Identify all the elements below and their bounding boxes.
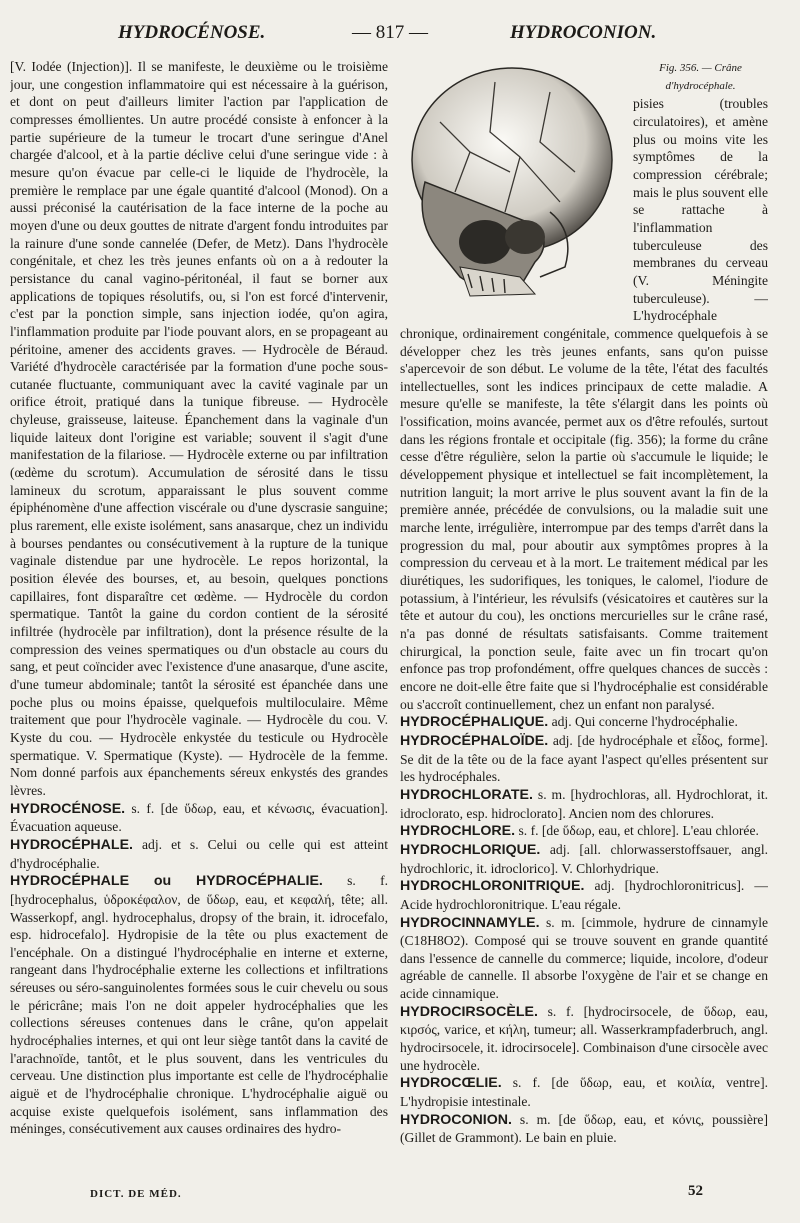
entry-headword: HYDROCÉPHALE ou HYDROCÉPHALIE. xyxy=(10,873,323,890)
page-number: — 817 — xyxy=(352,22,428,43)
dictionary-entry xyxy=(400,1074,768,1110)
entry-headword: HYDROCHLORIQUE. xyxy=(400,841,541,858)
dictionary-entry xyxy=(10,872,388,1138)
dictionary-entry xyxy=(400,1003,768,1075)
header-right-word: HYDROCONION. xyxy=(510,22,657,43)
dictionary-entry xyxy=(400,732,768,786)
dictionary-entry xyxy=(400,713,768,732)
entry-body: s. m. [cimmole, hydrure de cinnamyle (C18H8O2). Composé qui se trouve souvent en grande quantité dans l'essence de cannelle du commerce; liquide, incolore, d'odeur agréable de cannelle. Il absorbe l'oxygène de l'air et se change en acide cinnamique. xyxy=(400,914,768,1002)
entry-body: s. f. [hydrocephalus, ὑδροκέφαλον, de ὕδωρ, eau, et κεφαλή, tête; all. Wasserkopf, angl. hydrocephalus, dropsy of the brain, it. idrocefalo, esp. hidrocefalo]. Hydropisie de la tête ou plus exactement de l'encéphale. On a distingué l'hydrocéphalie en interne et externe, rangeant dans l'hydrocéphalie externe les collections et infiltrations séreuses ou séro-sanguinolentes formées sous le cuir chevelu ou sous le péricrâne; mais l'on ne doit appeler hydrocéphalies que les collections séreuses contenues dans le crâne, qu'on appelait hydrocéphalies internes, et qui ont leur siège tantôt dans la cavité de l'arachnoïde, tantôt, et le plus souvent, dans les ventricules du cerveau. Une distinction plus importante est celle de l'hydrocéphalie aiguë et de l'hydrocéphalie chronique. L'hydrocéphalie aiguë ou acquise existe quelquefois isolément, sans inflammation des méninges, consécutivement aux causes ordinaires des hydro- xyxy=(10,873,388,1137)
skull-figure xyxy=(400,62,625,322)
dictionary-entry xyxy=(400,877,768,913)
entry-body: s. f. [de ὕδωρ, eau, et κοιλία, ventre]. L'hydropisie intestinale. xyxy=(400,1075,768,1110)
entry-headword: HYDROCHLORONITRIQUE. xyxy=(400,878,585,895)
entry-body: adj. [de hydrocéphale et εἶδος, forme]. Se dit de la tête ou de la face ayant l'aspect qu'elles présentent sur les hydrocéphales. xyxy=(400,732,768,785)
entry-headword: HYDROCHLORE. xyxy=(400,823,516,840)
entry-headword: HYDROCÉPHALOÏDE. xyxy=(400,732,549,749)
paragraph-text: pisies (troubles circulatoires), et amène plus ou moins vite les symptômes de la compression cérébrale; mais le plus souvent elle se rattache à l'inflammation tuberculeuse des membranes du cerveau (V. Méningite tuberculeuse). — L'hydrocéphale chronique, ordinairement congénitale, commence quelquefois à se développer chez les très jeunes enfants, sans qu'on puisse s'apercevoir de son début. Le volume de la tête, l'état des facultés intellectuelles, sont les indices principaux de cette maladie. A mesure qu'elle se manifeste, la tête s'élargit dans les points où l'ossification, moins avancée, permet aux os d'être refoulés, surtout dans les régions frontale et occipitale (fig. 356); la forme du crâne cesse d'être régulière, selon la partie où s'accumule le liquide; le développement physique et intellectuel se fait incomplètement, la nutrition languit; la mort arrive le plus souvent avant la fin de la première année, précédée de convulsions, ou la maladie suit une marche lente, irrégulière, interrompue par des temps d'arrêt dans la progression du mal, pour aboutir aux symptômes propres à la compression du cerveau et à la mort. Le traitement médical par les diurétiques, les sudorifiques, les toniques, le calomel, l'iodure de potassium, à l'intérieur, les révulsifs (vésicatoires et cautères sur la tête et autour du cou), les onctions mercurielles sur le crâne rasé, n'a pas donné de résultats satisfaisants. Comme traitement chirurgical, la ponction seule, faite avec un fin trocart qu'on enfonce pas trop profondément, offre quelques chances de succès : encore ne doit-elle être faite que si l'hydrocéphalie est considérable ou s'accroît continuellement, chez un enfant non paralysé. xyxy=(400,96,768,712)
dictionary-entry xyxy=(400,786,768,822)
dictionary-entry xyxy=(10,836,388,872)
entry-headword: HYDROCŒLIE. xyxy=(400,1075,502,1092)
entry-headword: HYDROCIRSOCÈLE. xyxy=(400,1003,538,1020)
figure-caption: Fig. 356. — Crâne d'hydrocéphale. xyxy=(659,62,742,92)
entry-body: s. m. [hydrochloras, all. Hydrochlorat, it. idroclorato, esp. hidroclorato]. Ancien nom des chlorures. xyxy=(400,786,768,821)
entry-headword: HYDROCINNAMYLE. xyxy=(400,914,540,931)
entry-headword: HYDROCÉPHALIQUE. xyxy=(400,714,549,731)
left-column xyxy=(10,58,388,1168)
signature-number: 52 xyxy=(688,1183,703,1199)
entry-body: s. f. [hydrocirsocele, de ὕδωρ, eau, κιρσός, varice, et κήλη, tumeur; all. Wasserkrampfaderbruch, angl. hydrocirsocele, it. idrocirsocele]. Combinaison d'une cirsocèle avec une hydrocèle. xyxy=(400,1003,768,1073)
header-left-word: HYDROCÉNOSE. xyxy=(118,22,266,43)
entry-headword: HYDROCONION. xyxy=(400,1111,512,1128)
dictionary-entry xyxy=(10,800,388,836)
entry-headword: HYDROCHLORATE. xyxy=(400,786,533,803)
entry-body: s. m. [de ὕδωρ, eau, et κόνις, poussière] (Gillet de Grammont). Le bain en pluie. xyxy=(400,1111,768,1146)
entry-body: adj. [all. chlorwasserstoffsauer, angl. hydrochloric, it. idroclorico]. V. Chlorhydrique. xyxy=(400,841,768,876)
running-header xyxy=(0,22,800,52)
dictionary-entry xyxy=(400,914,768,1003)
entry-body: s. f. [de ὕδωρ, eau, et κένωσις, évacuation]. Évacuation aqueuse. xyxy=(10,800,388,835)
entry-headword: HYDROCÉNOSE. xyxy=(10,800,126,817)
skull-illustration-icon xyxy=(400,62,625,300)
dictionary-entry xyxy=(400,822,768,841)
entry-body: adj. Qui concerne l'hydrocéphalie. xyxy=(548,714,738,730)
entry-headword: HYDROCÉPHALE. xyxy=(10,836,133,853)
entry-body: adj. [hydrochloronitricus]. — Acide hydrochloronitrique. L'eau régale. xyxy=(400,878,768,912)
dictionary-entry xyxy=(400,1111,768,1147)
dictionary-entry xyxy=(400,841,768,877)
entry-body: adj. et s. Celui ou celle qui est atteint d'hydrocéphalie. xyxy=(10,836,388,871)
right-column xyxy=(400,58,768,1173)
entry-body: s. f. [de ὕδωρ, eau, et chlore]. L'eau chlorée. xyxy=(515,823,759,839)
paragraph: [V. Iodée (Injection)]. Il se manifeste, le deuxième ou le troisième jour, une congestion inflammatoire qui est nécessaire à la guérison, et dont on peut d'ailleurs limiter l'action par l'application de compresses émollientes. Un autre procédé consiste à enfoncer à la partie supérieure de la tumeur le trocart d'une seringue d'Anel chargée d'alcool, et à la partie déclive celui d'une seringue vide : à mesure qu'on évacue par celle-ci le liquide de l'hydrocèle, la première le remplace par une égale quantité d'alcool (Monod). On a aussi préconisé la cautérisation de la face interne de la poche au moyen d'une ou deux gouttes de nitrate d'argent fondu introduites par la rainure d'une sonde cannelée (Defer, de Metz). Dans l'hydrocèle congénitale, et chez les très jeunes enfants où on a à redouter la persistance du canal vagino-péritonéal, il faut se borner aux applications de topiques résolutifs, ou, si l'on est forcé d'intervenir, c'est par la ponction simple, sans injection iodée, qu'on agira, l'inflammation produite par l'iode pouvant alors, en se propageant au péritoine, amener des accidents graves. — Hydrocèle de Béraud. Variété d'hydrocèle caractérisée par la formation d'une poche sous-cutanée fluctuante, communiquant avec la cavité vaginale par un orifice étroit, pratiqué dans la tunique fibreuse. — Hydrocèle chyleuse, graisseuse, laiteuse. Épanchement dans la vaginale d'un liquide laiteux dont l'origine est variable; souvent il s'agit d'une manifestation de la filariose. — Hydrocèle externe ou par infiltration (œdème du scrotum). Accumulation de sérosité dans le tissu lamineux du scrotum, apparaissant le plus souvent comme épiphénomène d'une affection viscérale ou d'une dyscrasie sanguine; plus rarement, elle existe isolément, sans anasarque, chez un individu à bourses pendantes ou consécutivement à la rupture de la tunique vaginale distendue par une hydrocèle. Le repos horizontal, la position élevée des bourses, et, au besoin, quelques ponctions capillaires, font disparaître cet œdème. — Hydrocèle du cordon spermatique. Tantôt la gaine du cordon contient de la sérosité infiltrée (hydrocèle par infiltration), dont la présence résulte de la compression des veines spermatiques ou d'un obstacle au cours du sang, et peut coïncider avec l'existence d'une anasarque, d'une ascite, d'une tumeur abdominale; tantôt la sérosité est épanchée dans une poche plus ou moins épaisse, quelquefois multiloculaire. Même traitement que pour l'hydrocèle vaginale. — Hydrocèle du cou. V. Kyste du cou. — Hydrocèle enkystée du testicule ou Hydrocèle spermatique. V. Spermatique (Kyste). — Hydrocèle de la femme. Nom donné parfois aux épanchements séreux enkystés des grandes lèvres. xyxy=(10,59,388,798)
footer-title: DICT. DE MÉD. xyxy=(90,1188,182,1200)
